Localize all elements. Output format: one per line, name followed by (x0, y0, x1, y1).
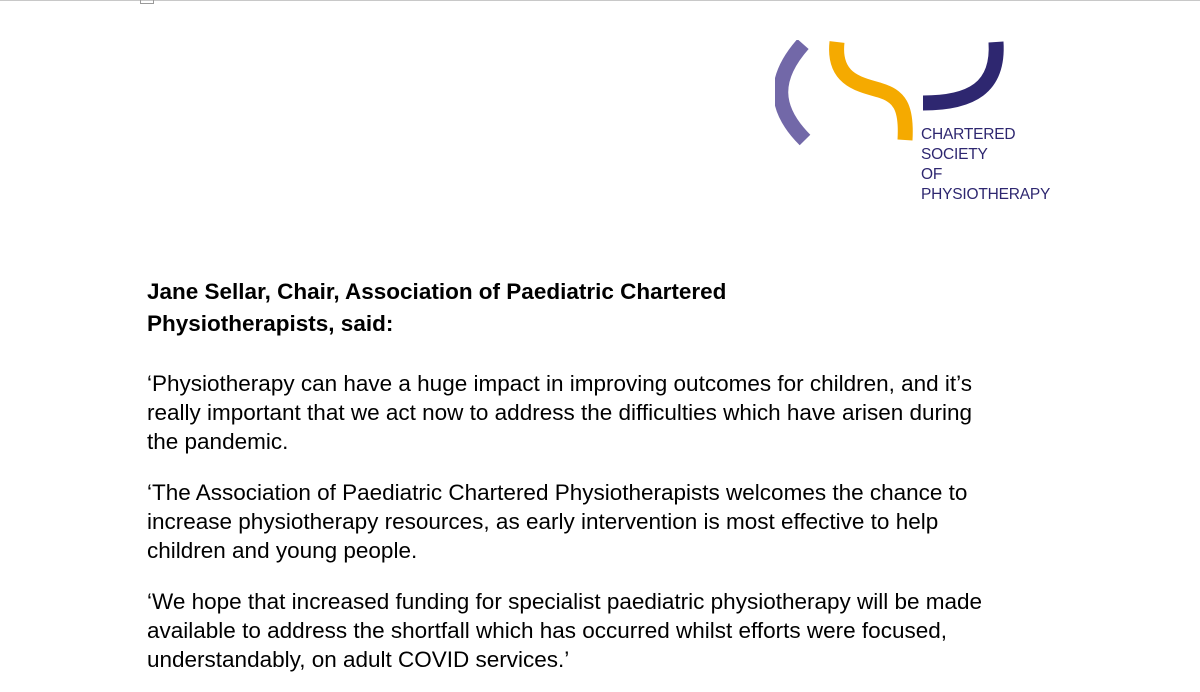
paragraph-line: the pandemic. (147, 429, 289, 454)
logo-text (921, 125, 1050, 205)
quote-paragraph-2 (147, 478, 1067, 565)
logo-text-line: PHYSIOTHERAPY (921, 186, 1051, 203)
logo-text-line: OF (921, 166, 943, 183)
heading-line: Jane Sellar, Chair, Association of Paediatric Chartered (147, 279, 727, 304)
quote-paragraph-1 (147, 369, 1067, 456)
quote-paragraph-3 (147, 587, 1067, 674)
paragraph-line: available to address the shortfall which has occurred whilst efforts were focused, (147, 618, 947, 643)
logo-middle-curve (837, 42, 906, 140)
corner-mark (140, 0, 154, 4)
paragraph-line: understandably, on adult COVID services.’ (147, 647, 570, 672)
paragraph-line: ‘The Association of Paediatric Chartered Physiotherapists welcomes the chance to (147, 480, 968, 505)
paragraph-line: increase physiotherapy resources, as early intervention is most effective to help (147, 509, 939, 534)
speaker-heading (147, 276, 887, 340)
logo-text-line: CHARTERED (921, 126, 1016, 143)
logo-left-arc (781, 44, 805, 140)
logo-text-line: SOCIETY (921, 146, 988, 163)
csp-logo (775, 40, 1065, 210)
paragraph-line: really important that we act now to address the difficulties which have arisen during (147, 400, 973, 425)
paragraph-line: children and young people. (147, 538, 418, 563)
paragraph-line: ‘Physiotherapy can have a huge impact in improving outcomes for children, and it’s (147, 371, 973, 396)
paragraph-line: ‘We hope that increased funding for specialist paediatric physiotherapy will be made (147, 589, 983, 614)
top-rule (0, 0, 1200, 1)
logo-right-curve (923, 42, 996, 103)
heading-line: Physiotherapists, said: (147, 311, 394, 336)
